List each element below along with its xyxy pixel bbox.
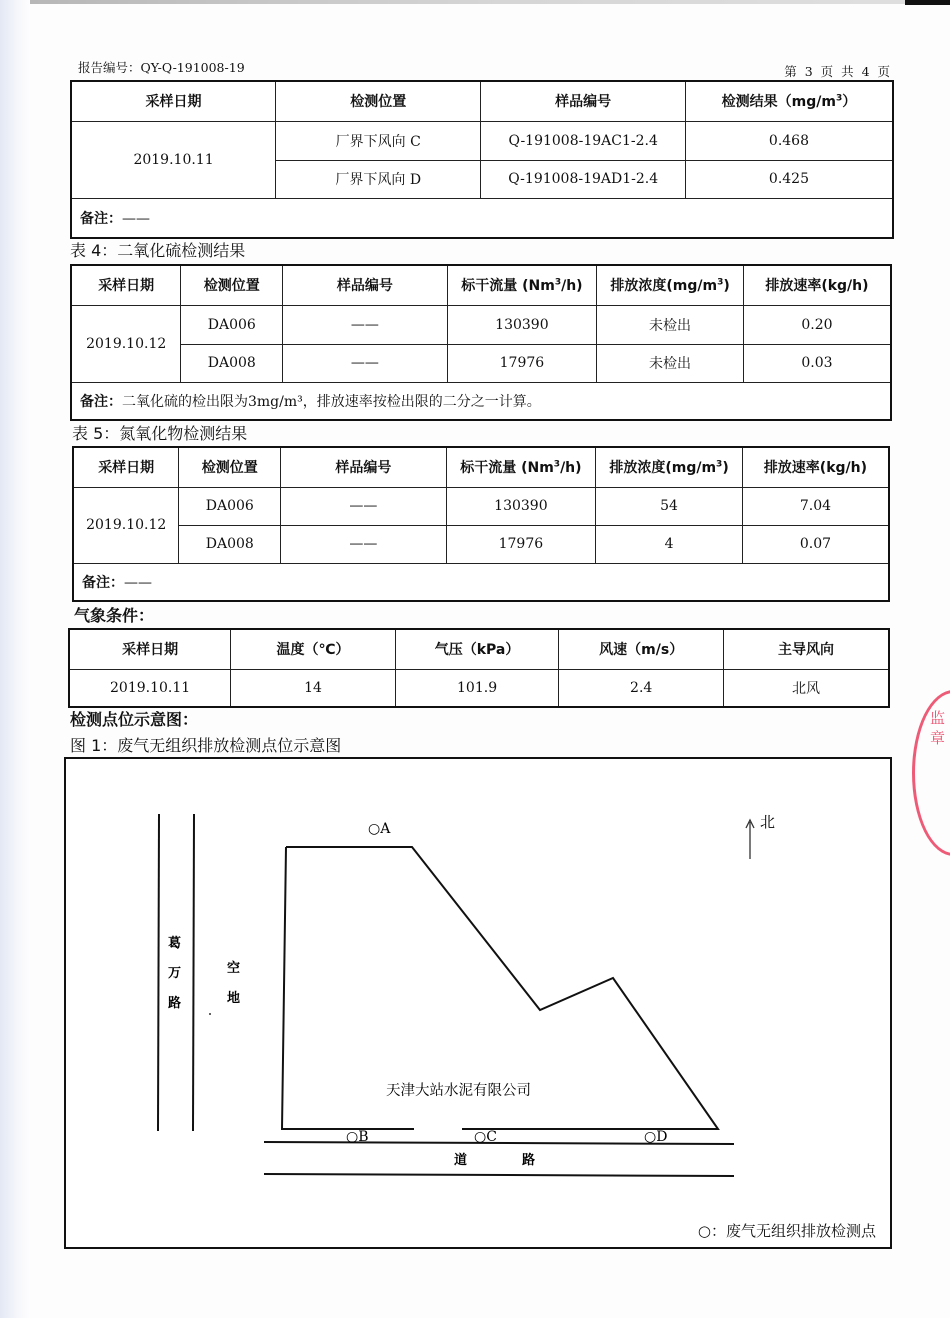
note-label: 备注：	[80, 393, 122, 410]
cell-flow: 130390	[447, 305, 597, 344]
table-row	[71, 344, 891, 382]
point-d: ○D	[644, 1129, 668, 1145]
cell-location: DA008	[179, 525, 281, 563]
col-header: 采样日期	[71, 265, 181, 305]
road-bottom-char: 路	[522, 1153, 536, 1168]
cell-location: DA006	[181, 305, 283, 344]
table5-nox	[72, 446, 890, 602]
note-row	[71, 382, 891, 420]
page-indicator: 第 3 页 共 4 页	[784, 64, 892, 79]
col-header: 排放浓度$(mg/m^3)$	[596, 447, 743, 487]
cell-pressure: 101.9	[395, 669, 559, 707]
cell-rate: 0.07	[742, 525, 889, 563]
scan-corner	[905, 0, 950, 5]
col-header: 温度（℃）	[231, 629, 396, 669]
table-row	[73, 487, 889, 525]
report-number-label: 报告编号：	[78, 60, 141, 75]
bottom-road-line	[264, 1174, 734, 1176]
road-left-char: 葛	[168, 936, 182, 951]
cell-sample: ——	[281, 487, 446, 525]
note-label: 备注：	[82, 574, 124, 591]
col-header: 检测结果$(mg/m^3)$	[685, 81, 893, 121]
col-header: 风速（m/s）	[559, 629, 724, 669]
cell-sample: Q-191008-19AC1-2.4	[481, 121, 686, 160]
cell-location: DA006	[179, 487, 281, 525]
table-row	[69, 669, 889, 707]
note-text: ——	[124, 574, 152, 591]
cell-conc: 54	[596, 487, 743, 525]
weather-table	[68, 628, 890, 708]
point-c: ○C	[474, 1129, 497, 1145]
table-header-row	[71, 265, 891, 305]
table5-title: 表 5：氮氧化物检测结果	[72, 424, 248, 443]
table-row	[71, 305, 891, 344]
figure-section-title: 检测点位示意图：	[70, 710, 199, 729]
figure-caption: 图 1：废气无组织排放检测点位示意图	[70, 736, 342, 755]
cell-result: 0.425	[685, 160, 893, 198]
table-header-row	[69, 629, 889, 669]
col-header: 样品编号	[283, 265, 447, 305]
seal-stamp-text: 监 章	[928, 710, 946, 745]
table-header-row	[73, 447, 889, 487]
cell-wind-direction: 北风	[723, 669, 889, 707]
col-header: 排放速率(kg/h)	[742, 447, 889, 487]
col-header: 样品编号	[481, 81, 686, 121]
cell-flow: 130390	[446, 487, 596, 525]
note-row	[73, 563, 889, 601]
point-a: ○A	[368, 821, 391, 837]
cell-rate: 0.03	[743, 344, 891, 382]
col-header: 检测位置	[276, 81, 481, 121]
col-header: 检测位置	[181, 265, 283, 305]
road-left-char: 万	[168, 966, 182, 981]
col-header: 采样日期	[69, 629, 231, 669]
cell-location: DA008	[181, 344, 283, 382]
note-cell	[71, 382, 891, 420]
cell-location: 厂界下风向 D	[276, 160, 481, 198]
open-land-char: 地	[227, 991, 241, 1006]
table4-so2	[70, 264, 892, 421]
table-header-row	[71, 81, 893, 121]
col-header: 采样日期	[71, 81, 276, 121]
note-cell	[73, 563, 889, 601]
scan-top-edge	[30, 0, 950, 4]
speck	[209, 1013, 211, 1015]
scan-edge	[0, 0, 30, 1318]
col-header: 排放浓度$(mg/m^3)$	[597, 265, 744, 305]
col-header: 样品编号	[281, 447, 446, 487]
monitoring-site-diagram	[64, 757, 892, 1249]
cell-flow: 17976	[447, 344, 597, 382]
col-header: 检测位置	[179, 447, 281, 487]
cell-sample: Q-191008-19AD1-2.4	[481, 160, 686, 198]
col-header: 气压（kPa）	[395, 629, 559, 669]
cell-date: 2019.10.11	[69, 669, 231, 707]
cell-date: 2019.10.12	[73, 487, 179, 563]
site-map	[66, 759, 890, 1247]
table-row	[73, 525, 889, 563]
report-number-value: QY-Q-191008-19	[140, 60, 245, 75]
col-header: 采样日期	[73, 447, 179, 487]
legend: ○：废气无组织排放检测点	[697, 1222, 876, 1240]
cell-rate: 7.04	[742, 487, 889, 525]
table-row	[71, 121, 893, 160]
company-name: 天津大站水泥有限公司	[386, 1083, 531, 1099]
cell-sample: ——	[283, 305, 447, 344]
cell-conc: 未检出	[597, 344, 744, 382]
road-bottom-char: 道	[454, 1153, 468, 1168]
cell-date: 2019.10.12	[71, 305, 181, 382]
note-text: ——	[122, 210, 150, 227]
cell-wind-speed: 2.4	[559, 669, 724, 707]
note-row	[71, 198, 893, 238]
col-header: 排放速率(kg/h)	[743, 265, 891, 305]
cell-flow: 17976	[446, 525, 596, 563]
cell-result: 0.468	[685, 121, 893, 160]
left-road-line	[193, 814, 194, 1131]
report-number	[78, 58, 245, 76]
cell-location: 厂界下风向 C	[276, 121, 481, 160]
col-header: 标干流量 (Nm$^3$/h)	[447, 265, 597, 305]
weather-title: 气象条件：	[74, 606, 155, 625]
left-road-line	[158, 814, 159, 1131]
table-continued	[70, 80, 894, 239]
point-b: ○B	[346, 1129, 369, 1145]
open-land-char: 空	[227, 961, 241, 976]
col-header: 标干流量 (Nm$^3$/h)	[446, 447, 596, 487]
cell-temperature: 14	[231, 669, 396, 707]
north-label: 北	[760, 813, 776, 831]
cell-sample: ——	[283, 344, 447, 382]
table4-title: 表 4：二氧化硫检测结果	[70, 241, 246, 260]
col-header: 主导风向	[723, 629, 889, 669]
cell-sample: ——	[281, 525, 446, 563]
cell-date: 2019.10.11	[71, 121, 276, 198]
note-text: 二氧化硫的检出限为3mg/m³，排放速率按检出限的二分之一计算。	[122, 393, 541, 410]
note-label: 备注：	[80, 210, 122, 227]
note-cell	[71, 198, 893, 238]
road-left-char: 路	[168, 996, 182, 1011]
cell-rate: 0.20	[743, 305, 891, 344]
cell-conc: 4	[596, 525, 743, 563]
cell-conc: 未检出	[597, 305, 744, 344]
